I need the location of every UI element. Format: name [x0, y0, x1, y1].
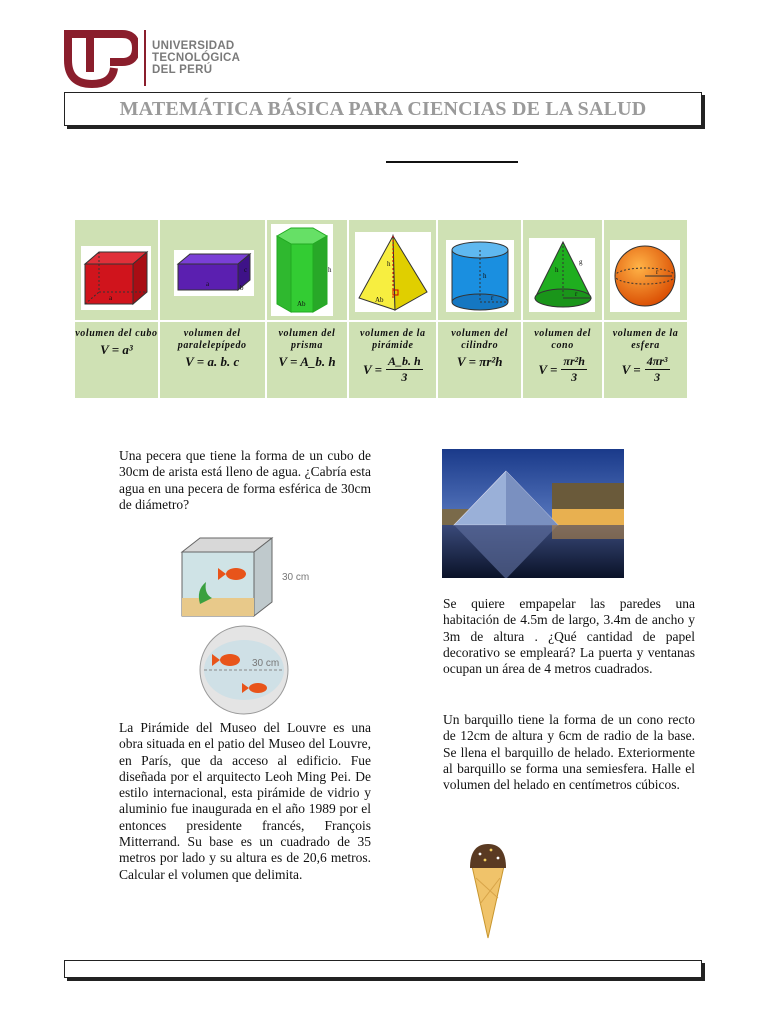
svg-text:Ab: Ab	[296, 300, 306, 308]
formula-cell	[265, 322, 348, 400]
formula-denominator: 3	[654, 370, 661, 384]
svg-text:r: r	[575, 290, 578, 298]
cube-icon	[81, 246, 151, 310]
formula-cell	[75, 322, 158, 400]
formula-fraction	[386, 354, 423, 385]
problem-fishtank-text: Una pecera que tiene la forma de un cubo de 30cm de arista está lleno de agua. ¿Cabría esta agua en una pecera de forma esférica de 30cm de diámetro?	[119, 448, 371, 512]
fishtank-illustration	[172, 532, 318, 716]
pyramid-cell	[347, 220, 436, 320]
svg-text:a: a	[205, 280, 209, 288]
university-name-line: UNIVERSIDAD	[152, 40, 235, 52]
cylinder-cell	[436, 220, 521, 320]
prism-cell	[265, 220, 348, 320]
svg-text:b: b	[239, 284, 244, 292]
sphere-icon	[610, 240, 680, 312]
shape-row	[75, 220, 687, 320]
svg-text:c: c	[243, 266, 247, 274]
formula-expression: V = a. b. c	[185, 354, 240, 369]
cuboid-icon	[174, 250, 254, 296]
formula-lhs: V =	[621, 361, 641, 377]
university-name-line: TECNOLÓGICA	[152, 52, 241, 64]
utp-logo	[64, 28, 138, 88]
svg-text:h: h	[387, 260, 391, 268]
title-underline	[386, 161, 518, 163]
louvre-pyramid-photo	[442, 449, 624, 578]
svg-text:g: g	[579, 258, 583, 266]
formula-name: volumen de la esfera	[612, 328, 679, 351]
problem-louvre-text: La Pirámide del Museo del Louvre es una obra situada en el patio del Museo del Louvre, en París, que da acceso al edificio. Fue diseñada por el arquitecto Leoh Ming Pei. De estilo internacional, esta pirámide de vidrio y aluminio fue inaugurada en el año 1989 por el entonces presidente francés, François Mitterrand. Su base es un cuadrado de 35 metros por lado y su altura es de 20,6 metros. Calcular el volumen que delimita.	[119, 720, 371, 882]
course-title: MATEMÁTICA BÁSICA PARA CIENCIAS DE LA SALUD	[119, 97, 647, 120]
ice-cream-cone-illustration	[458, 838, 518, 942]
cone-icon	[529, 238, 595, 312]
formula-expression: V = A_b. h	[278, 354, 336, 369]
formula-numerator: πr²h	[563, 354, 585, 368]
formula-lhs: V =	[362, 361, 383, 377]
university-name	[152, 40, 240, 76]
formula-denominator: 3	[571, 370, 578, 384]
formula-name: volumen del prisma	[278, 328, 336, 351]
formula-cell	[602, 322, 687, 400]
formula-cell	[436, 322, 521, 400]
problem-wallpaper-text: Se quiere empapelar las paredes una habitación de 4.5m de largo, 3.4m de ancho y 3m de altura . ¿Qué cantidad de papel decorativo se empleará? La puerta y ventanas ocupan un área de 4 metros cuadrados.	[443, 596, 695, 677]
formula-name: volumen del cubo	[75, 328, 158, 339]
formula-fraction	[645, 354, 670, 385]
formula-numerator: A_b. h	[388, 354, 421, 368]
svg-text:h: h	[555, 266, 559, 274]
formula-expression: V = πr²h	[456, 354, 503, 369]
svg-text:h: h	[483, 272, 487, 280]
formula-name: volumen de la pirámide	[360, 328, 426, 351]
cylinder-icon	[446, 240, 514, 312]
pyramid-icon	[355, 232, 431, 312]
cuboid-cell	[158, 220, 265, 320]
cube-cell	[75, 220, 158, 320]
cone-cell	[521, 220, 602, 320]
formula-cell	[347, 322, 436, 400]
formula-numerator: 4πr³	[646, 354, 668, 368]
course-title-banner	[64, 92, 702, 126]
formula-expression: V = a³	[100, 342, 133, 357]
svg-text:Ab: Ab	[375, 296, 384, 304]
formula-lhs: V =	[538, 361, 558, 377]
svg-text:h: h	[327, 266, 331, 274]
svg-text:r: r	[491, 294, 494, 302]
formula-expression	[523, 354, 602, 385]
formula-denominator: 3	[401, 370, 408, 384]
svg-text:r: r	[656, 268, 659, 276]
formula-name: volumen del paralelepípedo	[177, 328, 247, 351]
prism-icon	[271, 224, 333, 316]
formula-expression	[349, 354, 436, 385]
formula-name: volumen del cono	[534, 328, 592, 351]
fishtank-label: 30 cm	[282, 572, 310, 583]
volume-formula-table	[75, 220, 687, 398]
university-name-line: DEL PERÚ	[152, 64, 213, 76]
formula-name: volumen del cilindro	[451, 328, 509, 351]
sphere-cell	[602, 220, 687, 320]
formula-cell	[521, 322, 602, 400]
formula-fraction	[561, 354, 587, 385]
problem-icecream-text: Un barquillo tiene la forma de un cono recto de 12cm de altura y 6cm de radio de la base. Se llena el barquillo de helado. Exteriormente al barquillo se forma una semiesfera. Halle el volumen del helado en centímetros cúbicos.	[443, 712, 695, 793]
sphere-tank-label: 30 cm	[252, 658, 280, 669]
formula-expression	[604, 354, 687, 385]
footer-bar	[64, 960, 702, 978]
logo-divider	[144, 30, 146, 86]
svg-text:a: a	[109, 294, 113, 302]
formula-label-row	[75, 320, 687, 400]
formula-cell	[158, 322, 265, 400]
